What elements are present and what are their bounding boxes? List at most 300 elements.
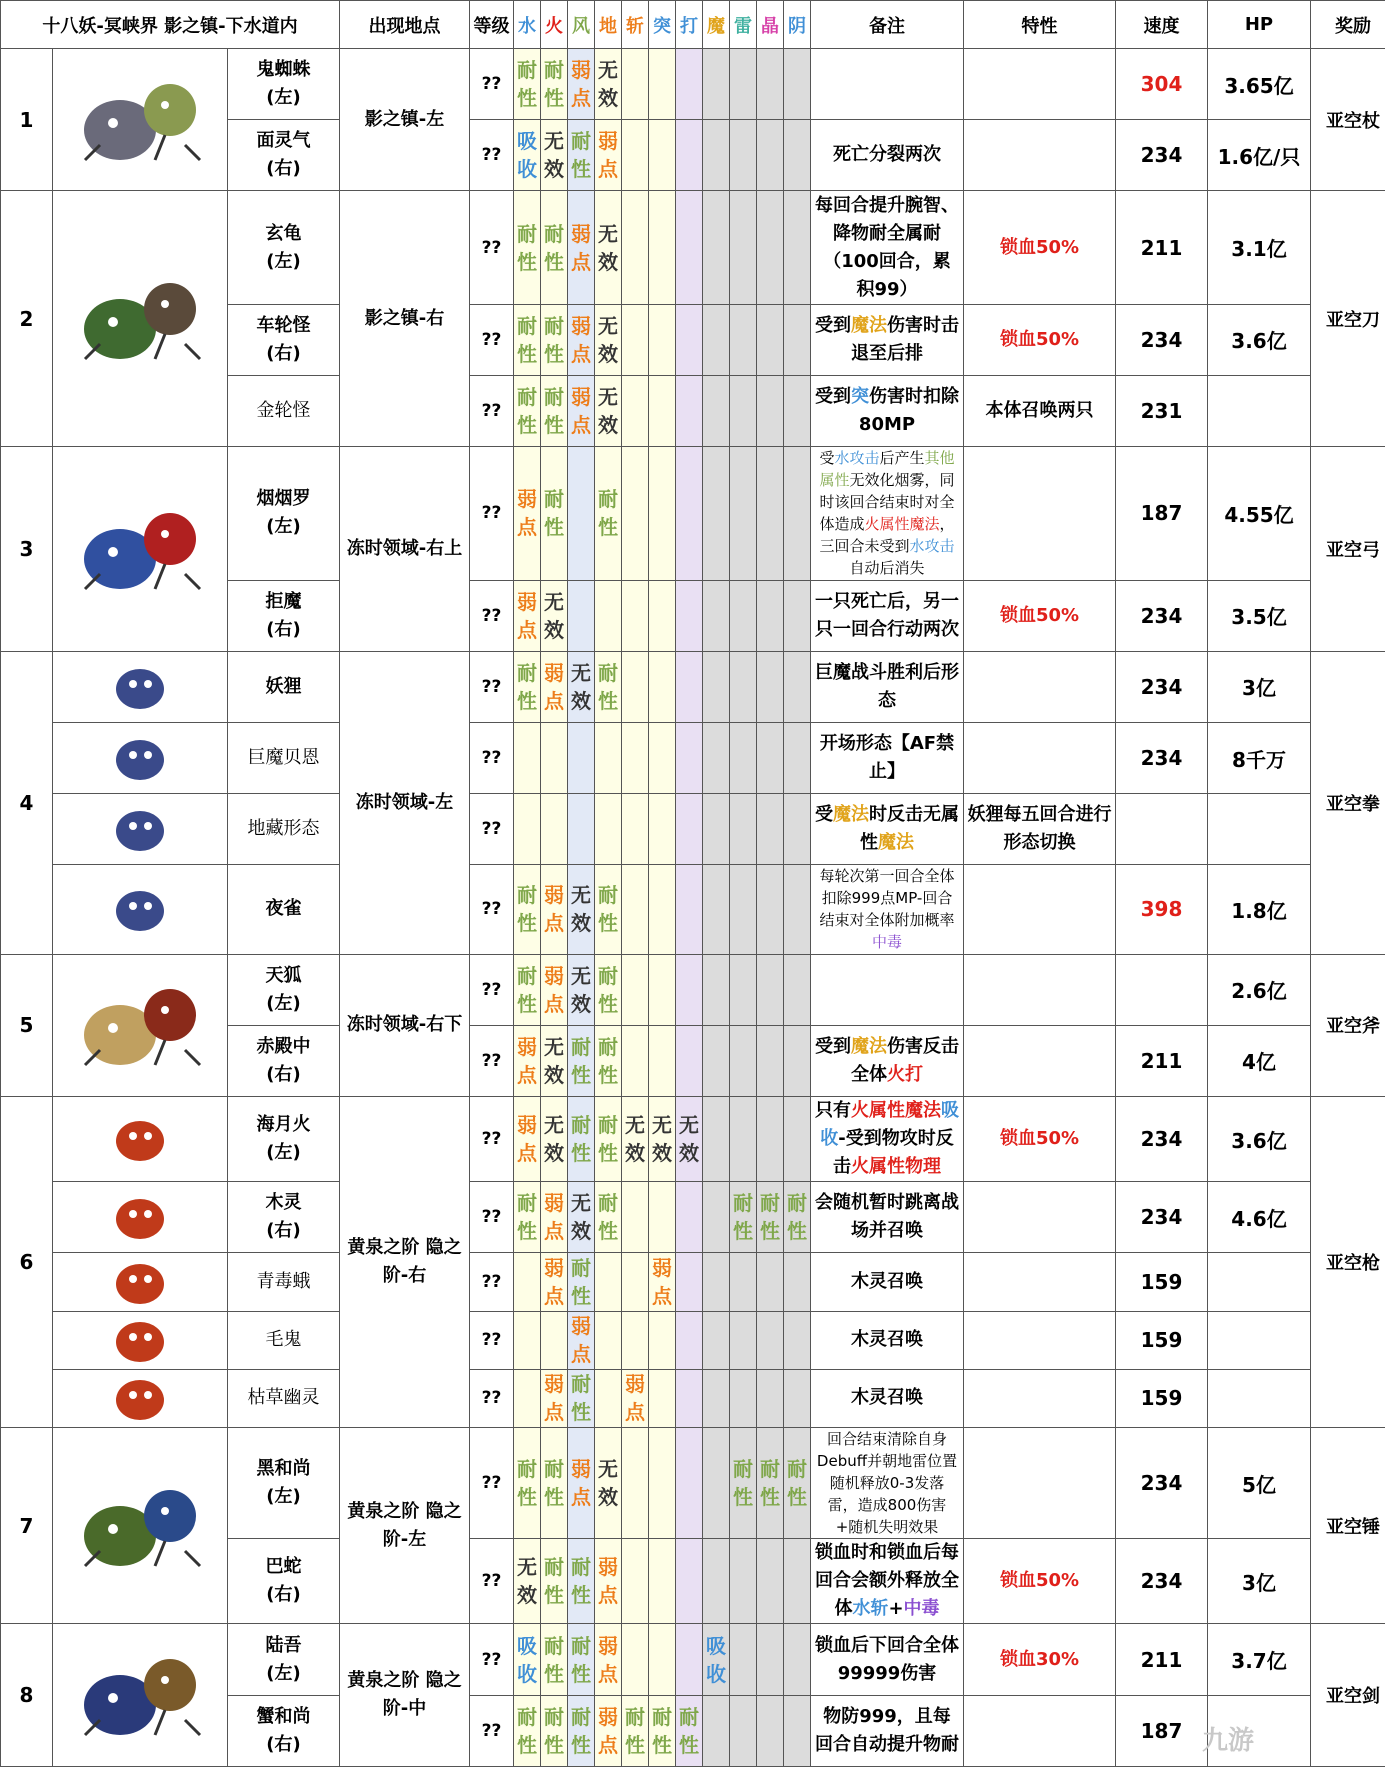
level-cell: ?? xyxy=(470,1624,514,1695)
element-cell xyxy=(676,794,703,865)
hp-cell: 1.8亿 xyxy=(1208,865,1311,954)
element-cell: 无 效 xyxy=(676,1096,703,1181)
element-cell xyxy=(676,1311,703,1369)
element-cell xyxy=(622,49,649,120)
level-cell: ?? xyxy=(470,49,514,120)
element-cell xyxy=(757,954,784,1025)
element-cell xyxy=(784,375,811,446)
element-cell xyxy=(703,722,730,793)
level-cell: ?? xyxy=(470,1311,514,1369)
element-cell: 耐 性 xyxy=(514,651,541,722)
creature-name: 地藏形态 xyxy=(228,794,340,865)
trait-cell: 锁血30% xyxy=(964,1624,1116,1695)
element-cell xyxy=(676,1369,703,1427)
element-cell: 弱 点 xyxy=(568,49,595,120)
element-cell xyxy=(757,1624,784,1695)
element-cell xyxy=(730,580,757,651)
element-cell: 耐 性 xyxy=(514,375,541,446)
creature-name: 毛鬼 xyxy=(228,1311,340,1369)
group-index: 5 xyxy=(1,954,53,1096)
level-cell: ?? xyxy=(470,722,514,793)
element-header: 地 xyxy=(595,1,622,49)
hp-header: HP xyxy=(1208,1,1311,49)
trait-cell: 锁血50% xyxy=(964,1096,1116,1181)
element-cell xyxy=(622,865,649,954)
element-cell: 耐 性 xyxy=(730,1427,757,1538)
location-cell: 冻时领域-右下 xyxy=(340,954,470,1096)
element-cell: 耐 性 xyxy=(568,1695,595,1766)
table-row xyxy=(1,447,1385,580)
speed-cell: 234 xyxy=(1116,651,1208,722)
speed-cell: 211 xyxy=(1116,1624,1208,1695)
creature-image xyxy=(53,651,228,722)
element-cell xyxy=(784,1369,811,1427)
element-cell: 耐 性 xyxy=(514,1427,541,1538)
element-cell xyxy=(622,120,649,191)
level-cell: ?? xyxy=(470,1369,514,1427)
element-cell: 无 效 xyxy=(595,1427,622,1538)
element-cell xyxy=(757,1695,784,1766)
element-cell xyxy=(622,1311,649,1369)
speed-cell: 398 xyxy=(1116,865,1208,954)
speed-cell: 187 xyxy=(1116,447,1208,580)
element-cell: 无 效 xyxy=(568,651,595,722)
element-cell xyxy=(757,1369,784,1427)
element-cell xyxy=(784,447,811,580)
element-cell xyxy=(730,1369,757,1427)
element-cell xyxy=(595,722,622,793)
element-cell: 耐 性 xyxy=(541,447,568,580)
creature-image xyxy=(53,1427,228,1624)
speed-header: 速度 xyxy=(1116,1,1208,49)
table-row xyxy=(1,1369,1385,1427)
element-header: 雷 xyxy=(730,1,757,49)
note-cell: 木灵召唤 xyxy=(811,1311,964,1369)
element-cell: 耐 性 xyxy=(784,1182,811,1253)
element-cell: 无 效 xyxy=(541,1025,568,1096)
hp-cell: 3.1亿 xyxy=(1208,191,1311,304)
element-cell xyxy=(730,651,757,722)
creature-image xyxy=(53,954,228,1096)
trait-cell xyxy=(964,954,1116,1025)
element-cell xyxy=(649,865,676,954)
group-index: 6 xyxy=(1,1096,53,1427)
element-cell xyxy=(595,1311,622,1369)
level-cell: ?? xyxy=(470,1539,514,1624)
element-cell xyxy=(514,1253,541,1311)
location-cell: 冻时领域-右上 xyxy=(340,447,470,652)
element-cell: 无 效 xyxy=(514,1539,541,1624)
element-cell: 耐 性 xyxy=(541,191,568,304)
element-header: 阴 xyxy=(784,1,811,49)
element-cell: 弱 点 xyxy=(622,1369,649,1427)
element-cell xyxy=(622,1427,649,1538)
note-cell: 巨魔战斗胜利后形态 xyxy=(811,651,964,722)
element-cell xyxy=(649,1182,676,1253)
speed-cell: 234 xyxy=(1116,1096,1208,1181)
element-cell: 耐 性 xyxy=(514,1695,541,1766)
element-cell xyxy=(622,304,649,375)
element-cell xyxy=(703,304,730,375)
hp-cell: 4亿 xyxy=(1208,1025,1311,1096)
element-cell: 耐 性 xyxy=(514,49,541,120)
note-cell: 木灵召唤 xyxy=(811,1369,964,1427)
element-cell: 弱 点 xyxy=(568,304,595,375)
speed-cell: 234 xyxy=(1116,722,1208,793)
speed-cell: 211 xyxy=(1116,1025,1208,1096)
speed-cell: 231 xyxy=(1116,375,1208,446)
element-cell xyxy=(784,1311,811,1369)
hp-cell xyxy=(1208,375,1311,446)
location-cell: 影之镇-右 xyxy=(340,191,470,447)
element-cell xyxy=(757,1253,784,1311)
note-cell: 死亡分裂两次 xyxy=(811,120,964,191)
element-cell xyxy=(730,447,757,580)
element-cell xyxy=(676,375,703,446)
element-cell xyxy=(649,49,676,120)
level-cell: ?? xyxy=(470,1253,514,1311)
creature-name: 天狐 (左) xyxy=(228,954,340,1025)
hp-cell: 4.55亿 xyxy=(1208,447,1311,580)
element-cell xyxy=(730,954,757,1025)
hp-cell: 2.6亿 xyxy=(1208,954,1311,1025)
element-cell: 耐 性 xyxy=(568,1253,595,1311)
table-row xyxy=(1,794,1385,865)
element-cell: 耐 性 xyxy=(757,1427,784,1538)
speed-cell: 159 xyxy=(1116,1253,1208,1311)
speed-cell xyxy=(1116,954,1208,1025)
element-cell xyxy=(730,1096,757,1181)
reward-cell: 亚空刀 xyxy=(1311,191,1385,447)
element-cell xyxy=(784,580,811,651)
creature-name: 青毒蛾 xyxy=(228,1253,340,1311)
element-cell xyxy=(514,794,541,865)
element-cell xyxy=(703,1311,730,1369)
element-cell xyxy=(676,651,703,722)
location-header: 出现地点 xyxy=(340,1,470,49)
element-cell xyxy=(784,1539,811,1624)
element-cell: 弱 点 xyxy=(541,1253,568,1311)
table-row xyxy=(1,954,1385,1025)
trait-cell xyxy=(964,447,1116,580)
element-cell xyxy=(784,49,811,120)
note-cell: 受水攻击后产生其他属性无效化烟雾，同时该回合结束时对全体造成火属性魔法，三回合未受到水攻击自动后消失 xyxy=(811,447,964,580)
trait-cell xyxy=(964,722,1116,793)
element-cell xyxy=(730,1539,757,1624)
element-cell xyxy=(784,120,811,191)
creature-name: 枯草幽灵 xyxy=(228,1369,340,1427)
element-header: 风 xyxy=(568,1,595,49)
element-cell xyxy=(784,1624,811,1695)
element-cell xyxy=(649,794,676,865)
level-cell: ?? xyxy=(470,1025,514,1096)
element-cell xyxy=(730,1253,757,1311)
creature-image xyxy=(53,1311,228,1369)
element-cell xyxy=(622,375,649,446)
trait-cell: 妖狸每五回合进行形态切换 xyxy=(964,794,1116,865)
element-cell xyxy=(703,1539,730,1624)
element-cell xyxy=(676,722,703,793)
trait-cell xyxy=(964,1369,1116,1427)
speed-cell: 234 xyxy=(1116,304,1208,375)
note-cell: 受到突伤害时扣除80MP xyxy=(811,375,964,446)
element-cell xyxy=(730,304,757,375)
element-cell xyxy=(757,651,784,722)
hp-cell: 5亿 xyxy=(1208,1427,1311,1538)
element-cell xyxy=(784,651,811,722)
speed-cell: 159 xyxy=(1116,1311,1208,1369)
note-cell: 受魔法时反击无属性魔法 xyxy=(811,794,964,865)
element-cell xyxy=(703,120,730,191)
speed-cell: 234 xyxy=(1116,1182,1208,1253)
element-cell xyxy=(649,722,676,793)
trait-header: 特性 xyxy=(964,1,1116,49)
element-cell xyxy=(703,651,730,722)
element-cell: 弱 点 xyxy=(541,1182,568,1253)
hp-cell: 3.65亿 xyxy=(1208,49,1311,120)
element-cell xyxy=(757,1539,784,1624)
element-cell xyxy=(649,1539,676,1624)
element-cell xyxy=(568,447,595,580)
element-cell xyxy=(730,191,757,304)
location-cell: 冻时领域-左 xyxy=(340,651,470,954)
element-cell: 弱 点 xyxy=(514,1025,541,1096)
element-cell xyxy=(730,1695,757,1766)
element-cell: 无 效 xyxy=(595,49,622,120)
element-cell xyxy=(622,1539,649,1624)
creature-image xyxy=(53,1182,228,1253)
element-cell xyxy=(649,1624,676,1695)
note-cell: 每回合提升腕智、降物耐全属耐（100回合，累积99） xyxy=(811,191,964,304)
creature-name: 玄龟 (左) xyxy=(228,191,340,304)
speed-cell: 304 xyxy=(1116,49,1208,120)
element-cell: 耐 性 xyxy=(514,954,541,1025)
note-cell: 锁血后下回合全体99999伤害 xyxy=(811,1624,964,1695)
note-cell: 木灵召唤 xyxy=(811,1253,964,1311)
element-cell xyxy=(703,580,730,651)
reward-cell: 亚空拳 xyxy=(1311,651,1385,954)
level-cell: ?? xyxy=(470,1096,514,1181)
element-cell xyxy=(676,447,703,580)
group-index: 2 xyxy=(1,191,53,447)
element-cell xyxy=(703,1025,730,1096)
element-cell xyxy=(622,722,649,793)
element-cell xyxy=(757,794,784,865)
header-row xyxy=(1,1,1385,49)
element-cell xyxy=(541,722,568,793)
element-cell: 无 效 xyxy=(649,1096,676,1181)
element-cell: 耐 性 xyxy=(676,1695,703,1766)
table-row xyxy=(1,1182,1385,1253)
creature-name: 妖狸 xyxy=(228,651,340,722)
element-cell xyxy=(622,1624,649,1695)
element-cell xyxy=(541,794,568,865)
element-cell xyxy=(676,1539,703,1624)
trait-cell: 锁血50% xyxy=(964,580,1116,651)
note-cell: 会随机暂时跳离战场并召唤 xyxy=(811,1182,964,1253)
creature-image xyxy=(53,447,228,652)
element-cell xyxy=(595,580,622,651)
creature-image xyxy=(53,1096,228,1181)
element-cell xyxy=(676,1025,703,1096)
element-cell: 耐 性 xyxy=(541,1427,568,1538)
location-cell: 黄泉之阶 隐之阶-中 xyxy=(340,1624,470,1767)
reward-cell: 亚空杖 xyxy=(1311,49,1385,191)
element-cell: 弱 点 xyxy=(568,375,595,446)
note-header: 备注 xyxy=(811,1,964,49)
element-cell: 耐 性 xyxy=(595,447,622,580)
level-cell: ?? xyxy=(470,1427,514,1538)
note-cell: 只有火属性魔法吸收-受到物攻时反击火属性物理 xyxy=(811,1096,964,1181)
speed-cell: 159 xyxy=(1116,1369,1208,1427)
element-cell xyxy=(676,191,703,304)
element-cell: 弱 点 xyxy=(568,1427,595,1538)
level-cell: ?? xyxy=(470,954,514,1025)
reward-cell: 亚空剑 xyxy=(1311,1624,1385,1767)
level-cell: ?? xyxy=(470,375,514,446)
creature-name: 面灵气 (右) xyxy=(228,120,340,191)
creature-image xyxy=(53,794,228,865)
element-cell: 吸 收 xyxy=(514,1624,541,1695)
element-cell: 耐 性 xyxy=(622,1695,649,1766)
element-cell xyxy=(622,447,649,580)
trait-cell xyxy=(964,1182,1116,1253)
creature-name: 拒魔 (右) xyxy=(228,580,340,651)
hp-cell xyxy=(1208,794,1311,865)
element-cell: 耐 性 xyxy=(757,1182,784,1253)
element-cell: 耐 性 xyxy=(595,651,622,722)
element-cell xyxy=(757,865,784,954)
element-cell xyxy=(730,120,757,191)
element-cell xyxy=(730,722,757,793)
element-cell xyxy=(703,1253,730,1311)
element-cell xyxy=(757,304,784,375)
table-row xyxy=(1,865,1385,954)
element-cell: 无 效 xyxy=(595,304,622,375)
element-cell xyxy=(730,1624,757,1695)
table-row xyxy=(1,49,1385,120)
element-cell xyxy=(649,191,676,304)
element-cell xyxy=(784,1695,811,1766)
element-cell: 耐 性 xyxy=(568,1096,595,1181)
element-cell xyxy=(649,1427,676,1538)
element-header: 打 xyxy=(676,1,703,49)
creature-name: 陆吾 (左) xyxy=(228,1624,340,1695)
reward-cell: 亚空枪 xyxy=(1311,1096,1385,1427)
note-cell: 受到魔法伤害时击退至后排 xyxy=(811,304,964,375)
element-cell xyxy=(730,375,757,446)
element-cell xyxy=(676,580,703,651)
trait-cell: 锁血50% xyxy=(964,191,1116,304)
element-cell xyxy=(595,1253,622,1311)
trait-cell xyxy=(964,120,1116,191)
level-cell: ?? xyxy=(470,191,514,304)
element-cell: 吸 收 xyxy=(514,120,541,191)
element-cell xyxy=(568,722,595,793)
hp-cell: 8千万 xyxy=(1208,722,1311,793)
hp-cell xyxy=(1208,1369,1311,1427)
creature-name: 鬼蜘蛛 (左) xyxy=(228,49,340,120)
element-cell: 吸 收 xyxy=(703,1624,730,1695)
note-cell xyxy=(811,49,964,120)
element-cell: 耐 性 xyxy=(595,1096,622,1181)
group-index: 7 xyxy=(1,1427,53,1624)
level-cell: ?? xyxy=(470,1182,514,1253)
element-cell: 耐 性 xyxy=(541,1624,568,1695)
element-cell xyxy=(676,1253,703,1311)
element-cell: 无 效 xyxy=(541,1096,568,1181)
group-index: 1 xyxy=(1,49,53,191)
note-cell: 一只死亡后，另一只一回合行动两次 xyxy=(811,580,964,651)
element-cell xyxy=(730,865,757,954)
note-cell: 物防999，且每回合自动提升物耐 xyxy=(811,1695,964,1766)
element-cell: 弱 点 xyxy=(541,865,568,954)
creature-image xyxy=(53,1253,228,1311)
element-cell xyxy=(703,49,730,120)
element-cell: 耐 性 xyxy=(649,1695,676,1766)
element-cell xyxy=(784,304,811,375)
element-cell xyxy=(649,375,676,446)
element-header: 火 xyxy=(541,1,568,49)
element-cell xyxy=(730,1025,757,1096)
element-cell xyxy=(730,794,757,865)
element-cell xyxy=(622,1182,649,1253)
element-cell xyxy=(703,1096,730,1181)
level-cell: ?? xyxy=(470,651,514,722)
element-cell xyxy=(622,651,649,722)
element-cell xyxy=(703,447,730,580)
element-cell xyxy=(703,375,730,446)
element-cell: 耐 性 xyxy=(514,191,541,304)
element-cell: 弱 点 xyxy=(568,191,595,304)
element-cell xyxy=(649,447,676,580)
element-cell: 耐 性 xyxy=(595,865,622,954)
table-row xyxy=(1,1427,1385,1538)
trait-cell xyxy=(964,1695,1116,1766)
element-cell: 弱 点 xyxy=(514,447,541,580)
element-cell: 无 效 xyxy=(595,191,622,304)
element-cell xyxy=(730,1311,757,1369)
creature-image xyxy=(53,1369,228,1427)
element-cell: 弱 点 xyxy=(595,1539,622,1624)
element-cell xyxy=(676,865,703,954)
element-cell: 弱 点 xyxy=(541,651,568,722)
element-cell: 无 效 xyxy=(568,954,595,1025)
element-cell: 耐 性 xyxy=(568,1539,595,1624)
element-cell xyxy=(757,120,784,191)
element-cell xyxy=(676,120,703,191)
level-cell: ?? xyxy=(470,447,514,580)
element-cell: 耐 性 xyxy=(541,304,568,375)
element-cell: 弱 点 xyxy=(595,1695,622,1766)
creature-image xyxy=(53,191,228,447)
creature-name: 木灵 (右) xyxy=(228,1182,340,1253)
element-cell xyxy=(622,191,649,304)
speed-cell: 234 xyxy=(1116,120,1208,191)
element-cell xyxy=(649,651,676,722)
element-cell xyxy=(676,304,703,375)
location-cell: 黄泉之阶 隐之阶-右 xyxy=(340,1096,470,1427)
element-cell: 耐 性 xyxy=(568,1025,595,1096)
element-cell: 弱 点 xyxy=(595,120,622,191)
speed-cell xyxy=(1116,794,1208,865)
element-cell: 耐 性 xyxy=(595,1025,622,1096)
element-cell xyxy=(784,722,811,793)
element-cell xyxy=(703,1427,730,1538)
element-cell: 弱 点 xyxy=(649,1253,676,1311)
speed-cell: 211 xyxy=(1116,191,1208,304)
element-cell xyxy=(757,580,784,651)
